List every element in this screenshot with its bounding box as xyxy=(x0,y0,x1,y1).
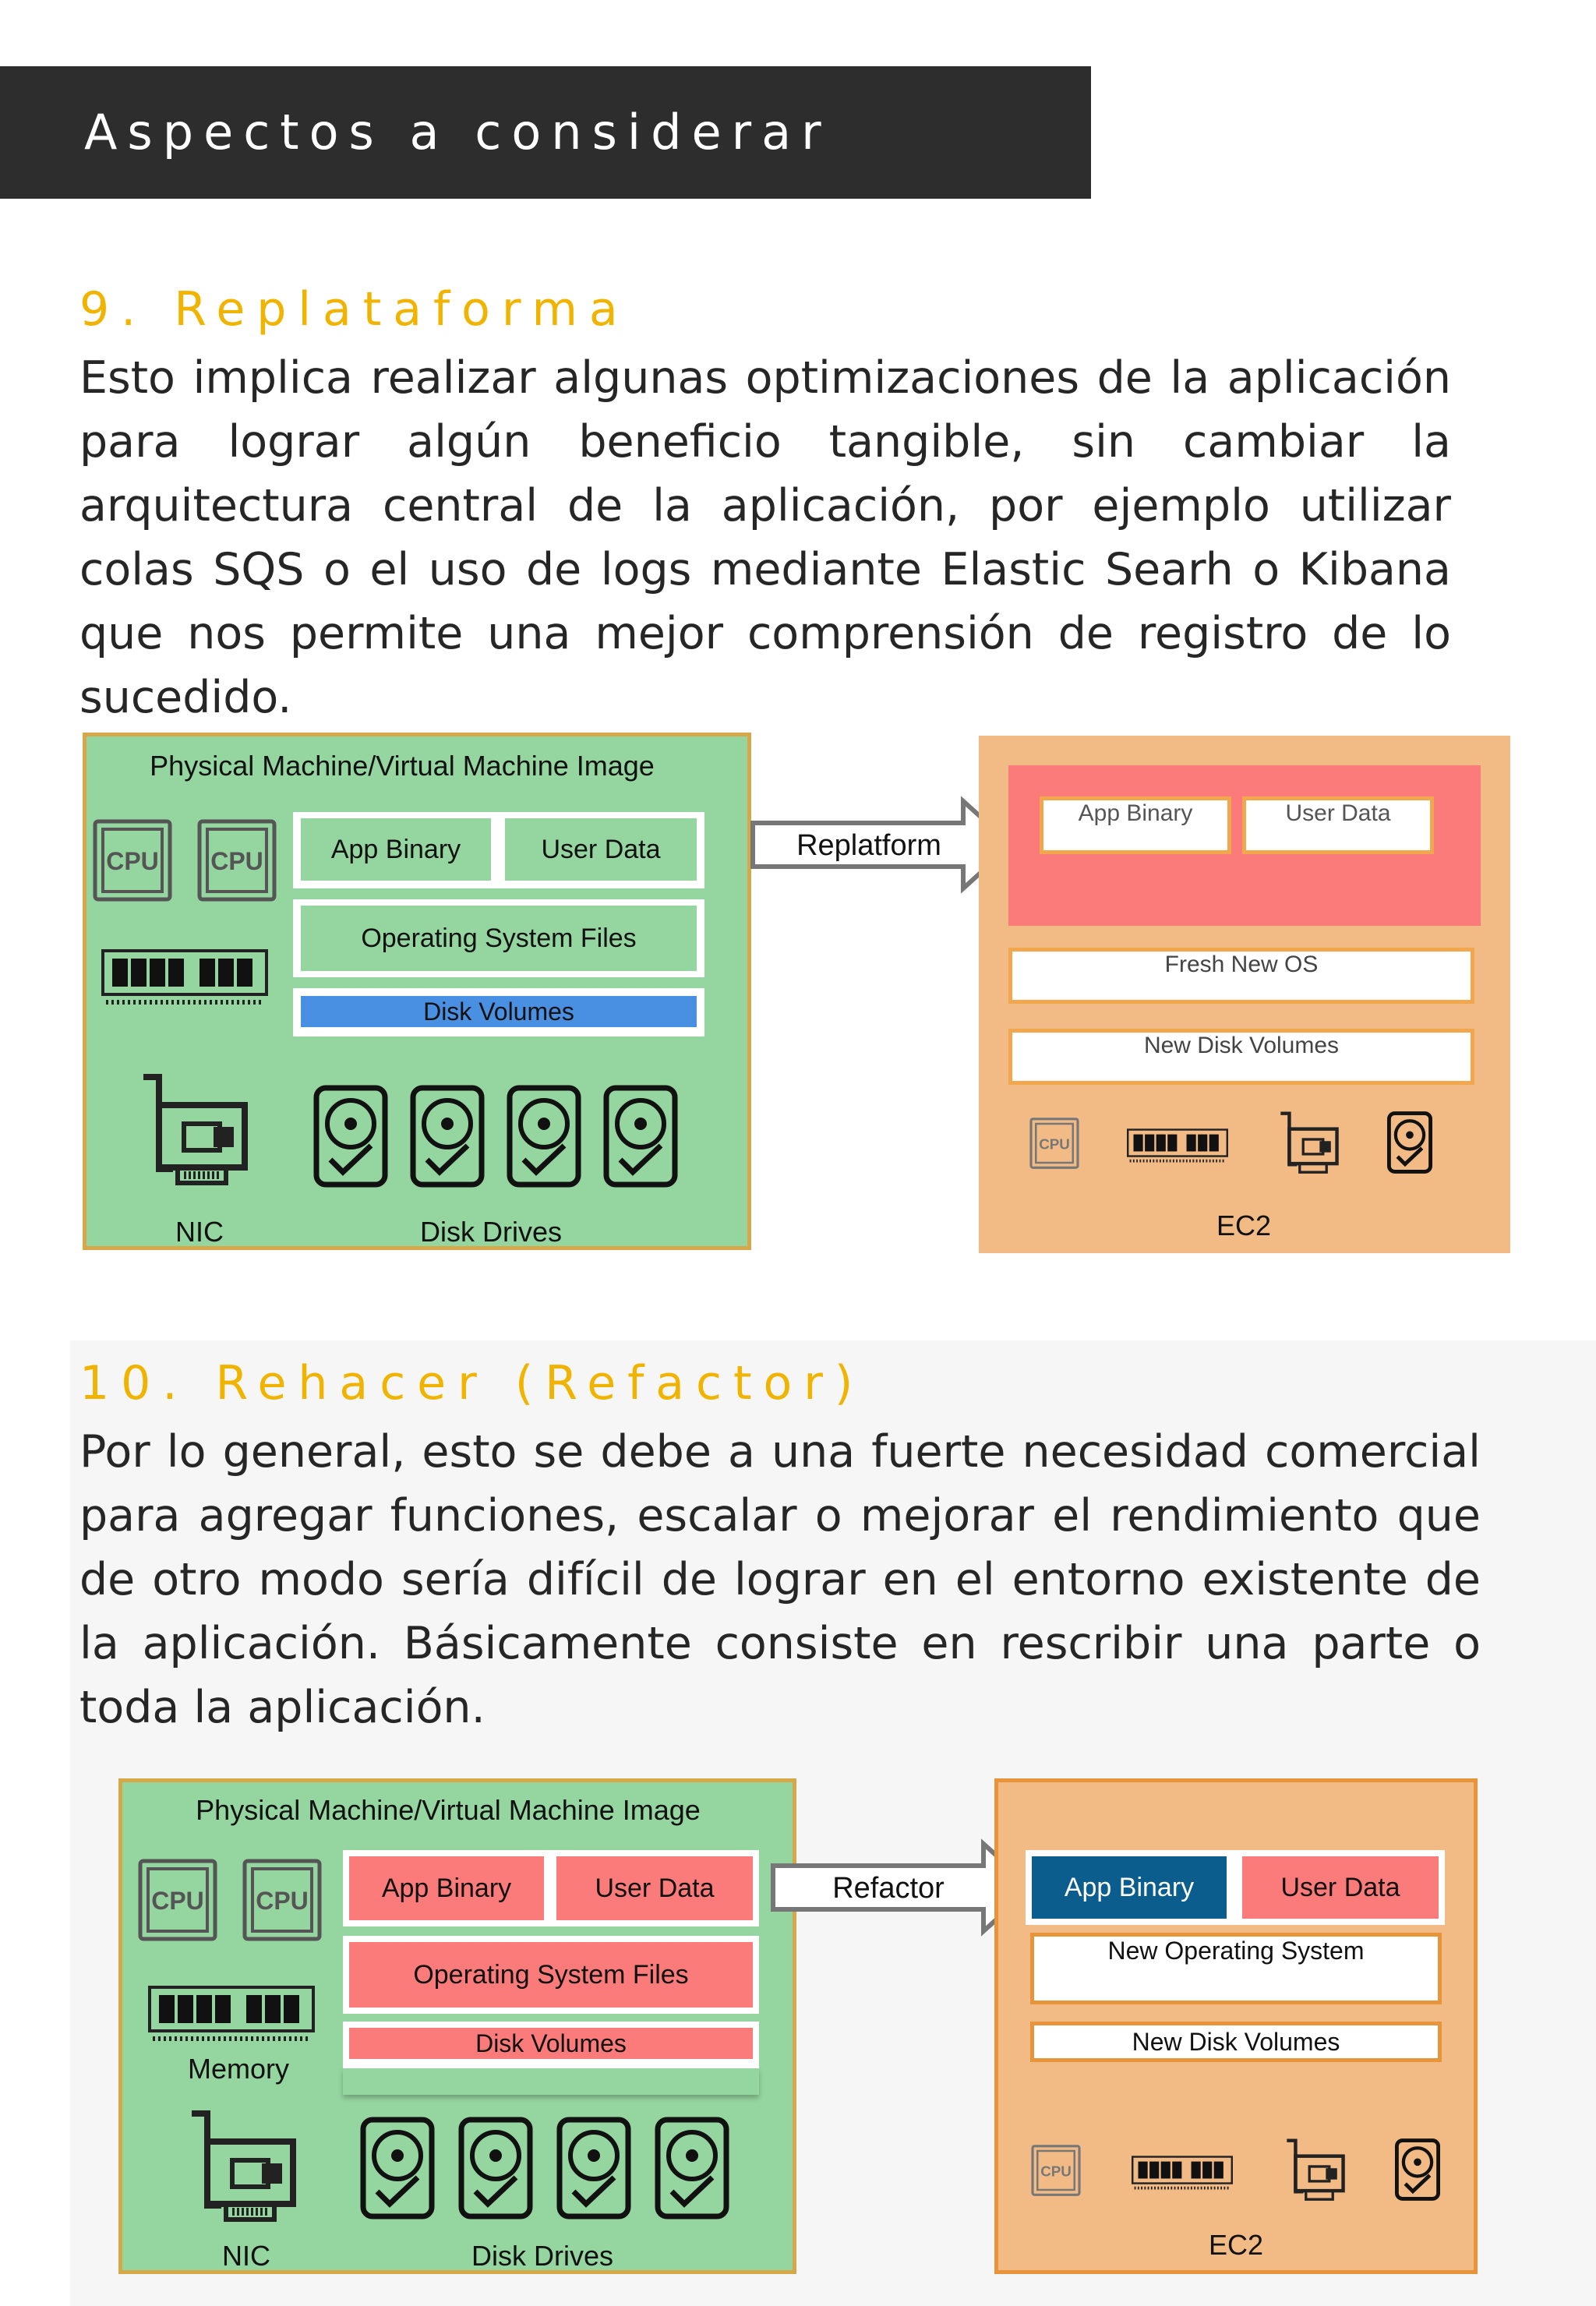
disk-drive-icon xyxy=(603,1085,678,1188)
target-app-binary-cell-2: App Binary xyxy=(1032,1856,1227,1919)
memory-chip-icon xyxy=(1127,1128,1228,1166)
cpu-chip-icon xyxy=(1027,1114,1082,1172)
cpu-chip-icon xyxy=(1029,2142,1083,2199)
target-os-cell: Fresh New OS xyxy=(1008,948,1474,1004)
disk-drive-icon xyxy=(556,2117,631,2219)
replatform-arrow-label: Replatform xyxy=(796,829,941,862)
disk-drive-icon xyxy=(655,2117,729,2219)
disk-drive-icon xyxy=(458,2117,533,2219)
ec2-label: EC2 xyxy=(1216,1210,1272,1241)
nic-label-2: NIC xyxy=(222,2240,270,2272)
disk-volumes-bar-2: Disk Volumes xyxy=(349,2028,753,2059)
memory-chip-icon xyxy=(101,949,268,1010)
disk-drives-label-2: Disk Drives xyxy=(471,2240,613,2272)
source-machine-title-2: Physical Machine/Virtual Machine Image xyxy=(196,1794,701,1826)
disk-layer-shadow xyxy=(343,2068,759,2095)
target-app-binary-cell: App Binary xyxy=(1040,796,1231,854)
svg-text:CPU: CPU xyxy=(151,1887,204,1915)
svg-text:CPU: CPU xyxy=(1039,1135,1070,1153)
disk-drive-icon xyxy=(1395,2138,1440,2201)
target-os-cell-2: New Operating System xyxy=(1030,1933,1442,2004)
svg-text:CPU: CPU xyxy=(106,847,159,875)
disk-drive-icon xyxy=(410,1085,485,1188)
cpu-chip-icon xyxy=(238,1855,326,1945)
os-files-cell-2: Operating System Files xyxy=(349,1942,753,2008)
svg-text:CPU: CPU xyxy=(256,1887,309,1915)
user-data-cell: User Data xyxy=(505,818,697,881)
app-binary-cell: App Binary xyxy=(301,818,491,881)
disk-drives-label: Disk Drives xyxy=(419,1216,562,1248)
header-title: Aspectos a considerar xyxy=(84,104,832,161)
memory-label: Memory xyxy=(187,2053,289,2085)
cpu-chip-icon xyxy=(89,815,176,906)
app-binary-cell-2: App Binary xyxy=(349,1856,544,1920)
disk-drive-icon xyxy=(507,1085,581,1188)
nic-card-icon xyxy=(187,2109,299,2226)
header-banner xyxy=(0,66,1091,199)
disk-volumes-bar: Disk Volumes xyxy=(301,996,697,1027)
nic-label: NIC xyxy=(175,1216,224,1248)
section-9-paragraph: Esto implica realizar algunas optimizaciones de la aplicación para lograr algún beneficio tangible, sin cambiar la arquitectura central de la aplicación, por ejemplo utilizar colas SQS o el uso de logs mediante Elastic Searh o Kibana que nos permite una mejor comprensión de registro de lo sucedido. xyxy=(79,352,1451,723)
target-disk-cell: New Disk Volumes xyxy=(1008,1029,1474,1085)
source-machine-title: Physical Machine/Virtual Machine Image xyxy=(150,750,655,782)
disk-drive-icon xyxy=(360,2117,435,2219)
section-10-paragraph: Por lo general, esto se debe a una fuerte necesidad comercial para agregar funciones, escalar o mejorar el rendimiento que de otro modo sería difícil de lograr en el entorno existente de la aplicación. Básicamente consiste en rescribir una parte o toda la aplicación. xyxy=(79,1426,1481,1733)
nic-card-icon xyxy=(1284,2137,1347,2204)
disk-drive-icon xyxy=(313,1085,388,1188)
disk-drive-icon xyxy=(1387,1111,1432,1174)
cpu-chip-icon xyxy=(134,1855,221,1945)
section-10-title: 10. Rehacer (Refactor) xyxy=(79,1356,865,1411)
nic-card-icon xyxy=(1278,1110,1340,1177)
nic-card-icon xyxy=(139,1072,251,1189)
user-data-cell-2: User Data xyxy=(556,1856,753,1920)
refactor-arrow-label: Refactor xyxy=(832,1872,945,1905)
ec2-label-2: EC2 xyxy=(1208,2229,1264,2261)
memory-chip-icon xyxy=(148,1986,315,2046)
svg-text:CPU: CPU xyxy=(1040,2163,1072,2180)
target-user-data-cell: User Data xyxy=(1242,796,1434,854)
os-files-cell: Operating System Files xyxy=(301,906,697,971)
target-disk-cell-2: New Disk Volumes xyxy=(1030,2022,1442,2062)
memory-chip-icon xyxy=(1132,2156,1233,2193)
cpu-chip-icon xyxy=(193,815,281,906)
section-9-title: 9. Replataforma xyxy=(79,282,630,337)
target-user-data-cell-2: User Data xyxy=(1242,1856,1439,1919)
svg-text:CPU: CPU xyxy=(210,847,263,875)
